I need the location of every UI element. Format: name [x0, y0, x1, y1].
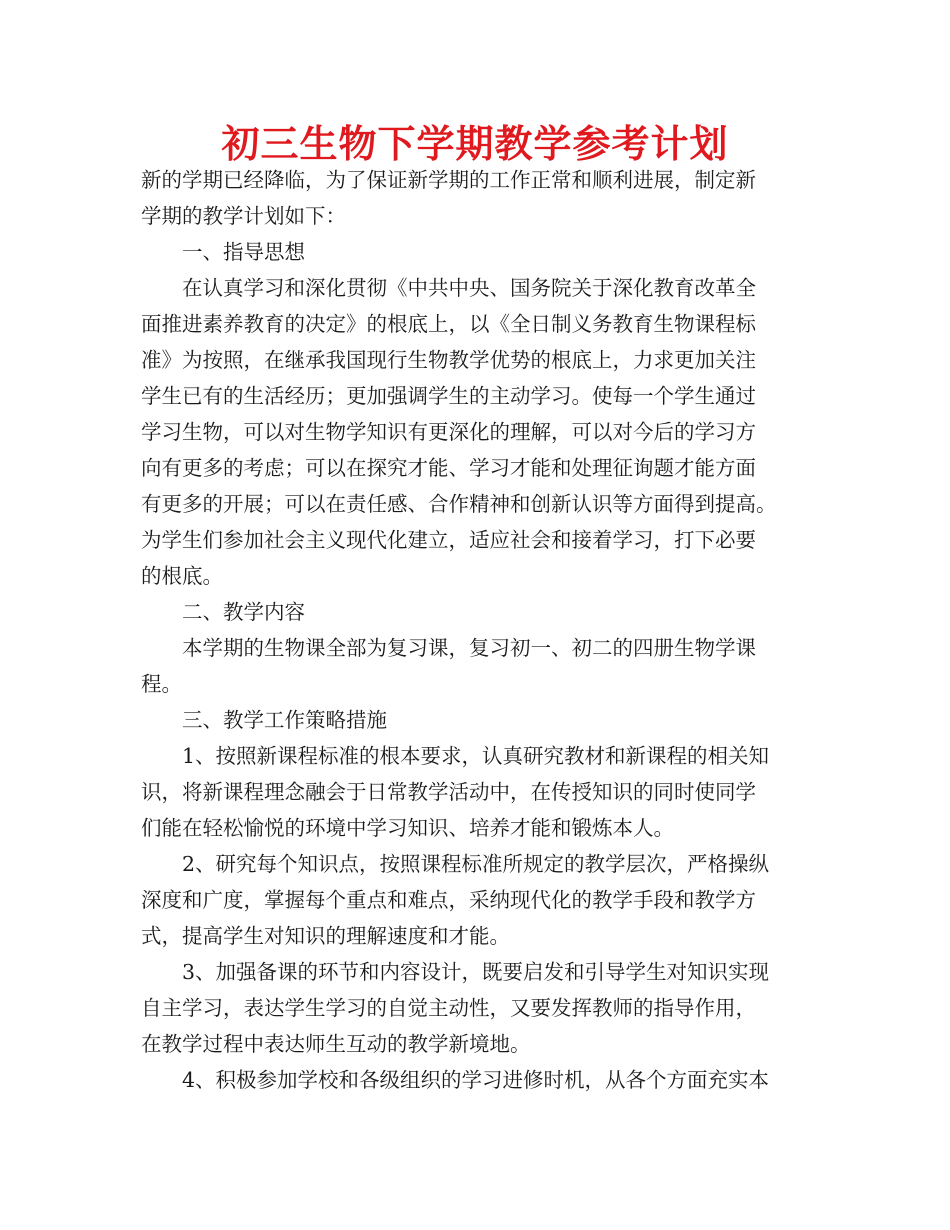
- document-title: 初三生物下学期教学参考计划: [221, 122, 729, 166]
- text-line: 自主学习，表达学生学习的自觉主动性，又要发挥教师的指导作用，: [141, 996, 756, 1020]
- text-line: 准》为按照，在继承我国现行生物教学优势的根底上，力求更加关注: [141, 348, 756, 372]
- text-line: 有更多的开展；可以在责任感、合作精神和创新认识等方面得到提高。: [141, 492, 777, 516]
- text-line: 4、积极参加学校和各级组织的学习进修时机，从各个方面充实本: [182, 1068, 770, 1092]
- text-line: 向有更多的考虑；可以在探究才能、学习才能和处理征询题才能方面: [141, 456, 756, 480]
- text-line: 程。: [141, 672, 182, 696]
- text-line: 为学生们参加社会主义现代化建立，适应社会和接着学习，打下必要: [141, 528, 756, 552]
- text-line: 在教学过程中表达师生互动的教学新境地。: [141, 1032, 531, 1056]
- text-line: 面推进素养教育的决定》的根底上，以《全日制义务教育生物课程标: [141, 312, 756, 336]
- text-line: 1、按照新课程标准的根本要求，认真研究教材和新课程的相关知: [182, 744, 770, 768]
- text-line: 式，提高学生对知识的理解速度和才能。: [141, 924, 510, 948]
- text-line: 学生已有的生活经历；更加强调学生的主动学习。使每一个学生通过: [141, 384, 756, 408]
- text-line: 学期的教学计划如下：: [141, 204, 346, 228]
- text-line: 深度和广度，掌握每个重点和难点，采纳现代化的教学手段和教学方: [141, 888, 756, 912]
- text-line: 在认真学习和深化贯彻《中共中央、国务院关于深化教育改革全: [182, 276, 756, 300]
- text-line: 新的学期已经降临，为了保证新学期的工作正常和顺利进展，制定新: [141, 168, 756, 192]
- text-line: 识，将新课程理念融会于日常教学活动中，在传授知识的同时使同学: [141, 780, 756, 804]
- text-line: 2、研究每个知识点，按照课程标准所规定的教学层次，严格操纵: [182, 852, 770, 876]
- text-line: 学习生物，可以对生物学知识有更深化的理解，可以对今后的学习方: [141, 420, 756, 444]
- text-line: 一、指导思想: [182, 240, 305, 264]
- text-line: 们能在轻松愉悦的环境中学习知识、培养才能和锻炼本人。: [141, 816, 674, 840]
- text-line: 三、教学工作策略措施: [182, 708, 387, 732]
- document-body: [141, 162, 831, 1098]
- text-line: 3、加强备课的环节和内容设计，既要启发和引导学生对知识实现: [182, 960, 770, 984]
- text-line: 二、教学内容: [182, 600, 305, 624]
- text-line: 本学期的生物课全部为复习课，复习初一、初二的四册生物学课: [182, 636, 756, 660]
- text-line: 的根底。: [141, 564, 223, 588]
